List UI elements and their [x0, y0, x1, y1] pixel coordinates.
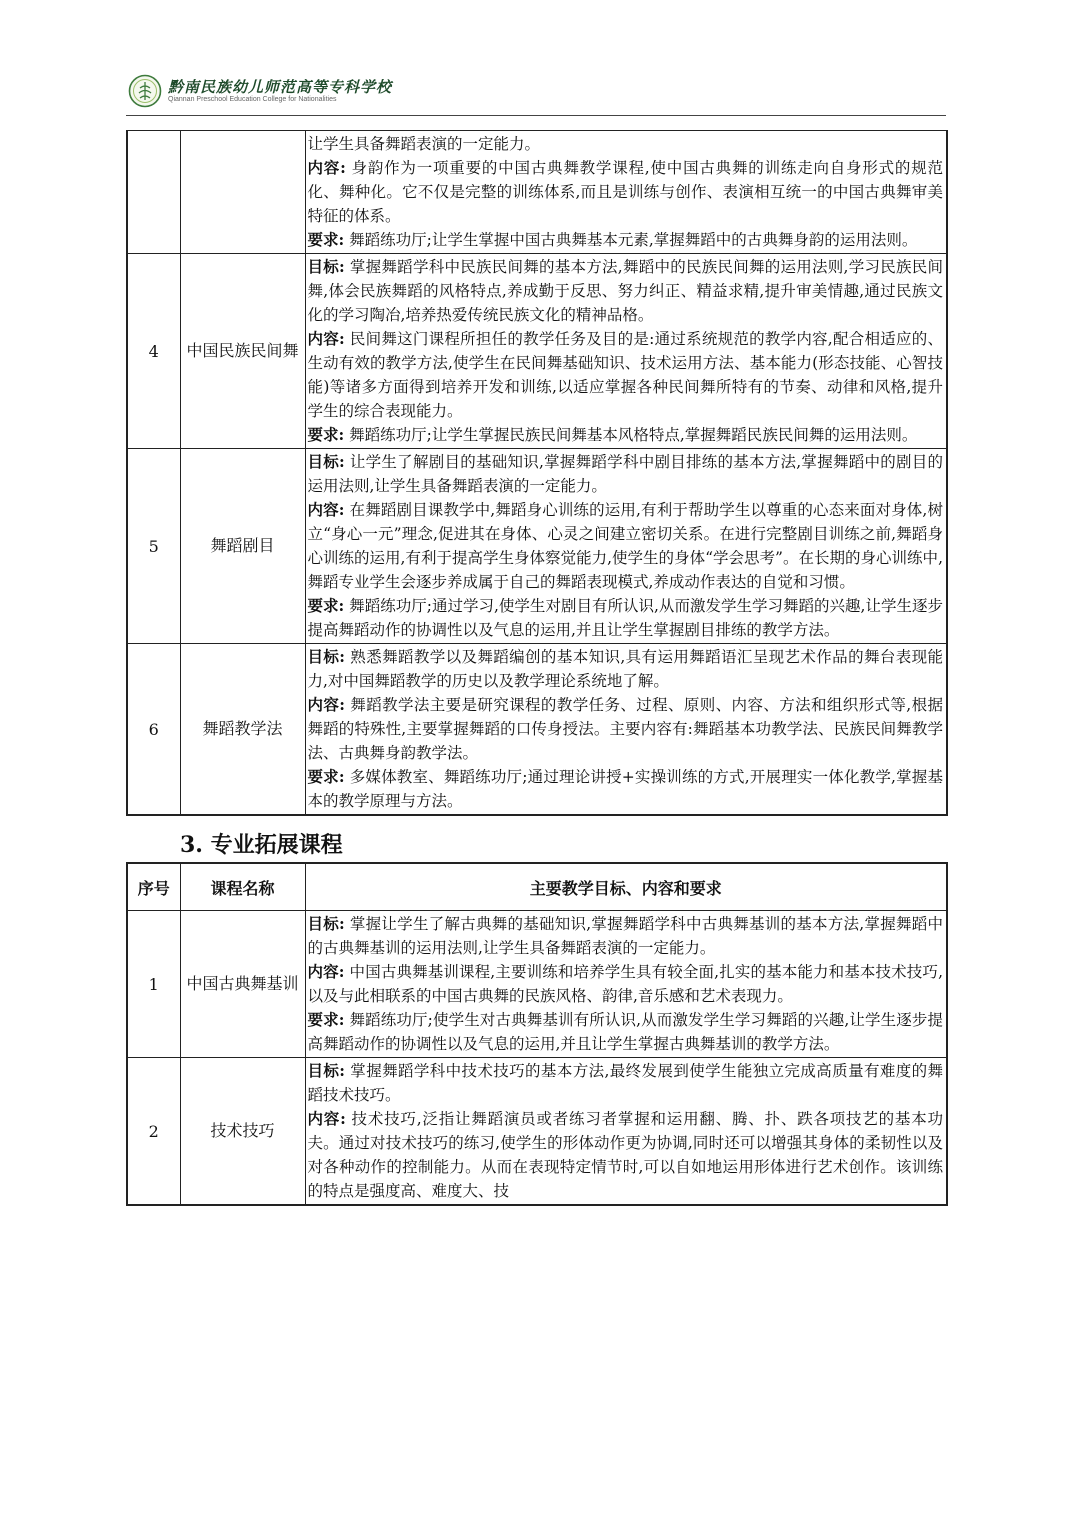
- paragraph-label: 要求:: [307, 596, 345, 615]
- course-description: [305, 911, 947, 1058]
- paragraph-text: 掌握让学生了解古典舞的基础知识,掌握舞蹈学科中古典舞基训的基本方法,掌握舞蹈中的古典舞基训的运用法则,让学生具备舞蹈表演的一定能力。: [307, 915, 943, 957]
- paragraph-label: 目标:: [307, 257, 345, 276]
- core-courses-table-continued: [126, 130, 948, 816]
- paragraph-text: 中国古典舞基训课程,主要训练和培养学生具有较全面,扎实的基本能力和基本技术技巧,以及与此相联系的中国古典舞的民族风格、韵律,音乐感和艺术表现力。: [307, 963, 943, 1005]
- paragraph-label: 要求:: [307, 230, 345, 249]
- description-paragraph: [308, 645, 944, 693]
- paragraph-text: 舞蹈练功厅;使学生对古典舞基训有所认识,从而激发学生学习舞蹈的兴趣,让学生逐步提高舞蹈动作的协调性以及气息的运用,并且让学生掌握古典舞基训的教学方法。: [307, 1011, 943, 1053]
- description-paragraph: [308, 1107, 944, 1203]
- description-paragraph: [308, 765, 944, 813]
- paragraph-text: 在舞蹈剧目课教学中,舞蹈身心训练的运用,有利于帮助学生以尊重的心态来面对身体,树立“身心一元”理念,促进其在身体、心灵之间建立密切关系。在进行完整剧目训练之前,舞蹈身心训练的运用,有利于提高学生身体察觉能力,使学生的身体“学会思考”。在长期的身心训练中,舞蹈专业学生会逐步养成属于自己的舞蹈表现模式,养成动作表达的自觉和习惯。: [307, 501, 943, 591]
- paragraph-label: 内容:: [307, 695, 345, 714]
- table-row: [127, 449, 947, 644]
- description-paragraph: [308, 1008, 944, 1056]
- description-paragraph: [308, 228, 944, 252]
- description-paragraph: [308, 156, 944, 228]
- extension-courses-table: [126, 862, 948, 1206]
- page-header: [126, 68, 946, 116]
- description-paragraph: [308, 255, 944, 327]
- course-name: 技术技巧: [180, 1058, 305, 1206]
- description-paragraph: [308, 960, 944, 1008]
- paragraph-label: 内容:: [307, 500, 345, 519]
- paragraph-label: 内容:: [307, 962, 345, 981]
- table-row: [127, 254, 947, 449]
- course-number: 1: [127, 911, 180, 1058]
- paragraph-label: 目标:: [307, 914, 345, 933]
- course-name: 中国民族民间舞: [180, 254, 305, 449]
- course-number: 2: [127, 1058, 180, 1206]
- paragraph-text: 身韵作为一项重要的中国古典舞教学课程,使中国古典舞的训练走向自身形式的规范化、舞种化。它不仅是完整的训练体系,而且是训练与创作、表演相互统一的中国古典舞审美特征的体系。: [307, 159, 943, 225]
- course-description: [305, 254, 947, 449]
- course-name: 舞蹈剧目: [180, 449, 305, 644]
- table-row: [127, 911, 947, 1058]
- paragraph-text: 掌握舞蹈学科中技术技巧的基本方法,最终发展到使学生能独立完成高质量有难度的舞蹈技术技巧。: [307, 1062, 943, 1104]
- header-divider: [126, 115, 946, 116]
- header-course-name: 课程名称: [180, 863, 305, 911]
- paragraph-label: 内容:: [307, 1109, 346, 1128]
- course-description: [305, 1058, 947, 1206]
- paragraph-text: 舞蹈练功厅;让学生掌握中国古典舞基本元素,掌握舞蹈中的古典舞身韵的运用法则。: [344, 231, 918, 249]
- header-number: 序号: [127, 863, 180, 911]
- description-paragraph: [308, 594, 944, 642]
- description-paragraph: [308, 450, 944, 498]
- course-name: [180, 131, 305, 254]
- paragraph-text: 舞蹈练功厅;让学生掌握民族民间舞基本风格特点,掌握舞蹈民族民间舞的运用法则。: [344, 426, 918, 444]
- table-row: [127, 131, 947, 254]
- paragraph-text: 舞蹈教学法主要是研究课程的教学任务、过程、原则、内容、方法和组织形式等,根据舞蹈的特殊性,主要掌握舞蹈的口传身授法。主要内容有:舞蹈基本功教学法、民族民间舞教学法、古典舞身韵教学法。: [307, 696, 943, 762]
- paragraph-text: 熟悉舞蹈教学以及舞蹈编创的基本知识,具有运用舞蹈语汇呈现艺术作品的舞台表现能力,对中国舞蹈教学的历史以及教学理论系统地了解。: [307, 648, 943, 690]
- paragraph-label: 目标:: [307, 1061, 345, 1080]
- section-title: 3. 专业拓展课程: [180, 832, 343, 858]
- paragraph-label: 内容:: [307, 329, 345, 348]
- description-paragraph: [308, 327, 944, 423]
- paragraph-label: 要求:: [307, 425, 345, 444]
- course-description: [305, 449, 947, 644]
- course-number: 6: [127, 644, 180, 816]
- school-name-english: Qiannan Preschool Education College for Nationalities: [168, 96, 337, 103]
- description-paragraph: [308, 912, 944, 960]
- paragraph-label: 目标:: [307, 452, 345, 471]
- description-paragraph: [308, 498, 944, 594]
- table-row: [127, 1058, 947, 1206]
- paragraph-label: 目标:: [307, 647, 345, 666]
- paragraph-text: 多媒体教室、舞蹈练功厅;通过理论讲授+实操训练的方式,开展理实一体化教学,掌握基本的教学原理与方法。: [307, 768, 943, 810]
- course-name: 舞蹈教学法: [180, 644, 305, 816]
- description-paragraph: [308, 1059, 944, 1107]
- school-logo-icon: [128, 74, 162, 108]
- paragraph-label: 要求:: [307, 1010, 345, 1029]
- table-header-row: [127, 863, 947, 911]
- paragraph-text: 舞蹈练功厅;通过学习,使学生对剧目有所认识,从而激发学生学习舞蹈的兴趣,让学生逐步提高舞蹈动作的协调性以及气息的运用,并且让学生掌握剧目排练的教学方法。: [307, 597, 943, 639]
- description-paragraph: [308, 132, 944, 156]
- header-content: 主要教学目标、内容和要求: [305, 863, 947, 911]
- course-name: 中国古典舞基训: [180, 911, 305, 1058]
- paragraph-text: 让学生具备舞蹈表演的一定能力。: [307, 135, 541, 153]
- description-paragraph: [308, 423, 944, 447]
- course-description: [305, 131, 947, 254]
- school-name: 黔南民族幼儿师范高等专科学校: [168, 78, 393, 96]
- paragraph-text: 技术技巧,泛指让舞蹈演员或者练习者掌握和运用翻、腾、扑、跌各项技艺的基本功夫。通过对技术技巧的练习,使学生的形体动作更为协调,同时还可以增强其身体的柔韧性以及对各种动作的控制能力。从而在表现特定情节时,可以自如地运用形体进行艺术创作。该训练的特点是强度高、难度大、技: [307, 1110, 943, 1200]
- paragraph-text: 民间舞这门课程所担任的教学任务及目的是:通过系统规范的教学内容,配合相适应的、生动有效的教学方法,使学生在民间舞基础知识、技术运用方法、基本能力(形态技能、心智技能)等诸多方面得到培养开发和训练,以适应掌握各种民间舞所特有的节奏、动律和风格,提升学生的综合表现能力。: [307, 330, 943, 420]
- course-number: 4: [127, 254, 180, 449]
- course-number: [127, 131, 180, 254]
- paragraph-text: 掌握舞蹈学科中民族民间舞的基本方法,舞蹈中的民族民间舞的运用法则,学习民族民间舞,体会民族舞蹈的风格特点,养成勤于反思、努力纠正、精益求精,提升审美情趣,通过民族文化的学习陶冶,培养热爱传统民族文化的精神品格。: [307, 258, 943, 324]
- course-number: 5: [127, 449, 180, 644]
- table-row: [127, 644, 947, 816]
- paragraph-label: 内容:: [307, 158, 346, 177]
- course-description: [305, 644, 947, 816]
- paragraph-label: 要求:: [307, 767, 345, 786]
- description-paragraph: [308, 693, 944, 765]
- paragraph-text: 让学生了解剧目的基础知识,掌握舞蹈学科中剧目排练的基本方法,掌握舞蹈中的剧目的运用法则,让学生具备舞蹈表演的一定能力。: [307, 453, 943, 495]
